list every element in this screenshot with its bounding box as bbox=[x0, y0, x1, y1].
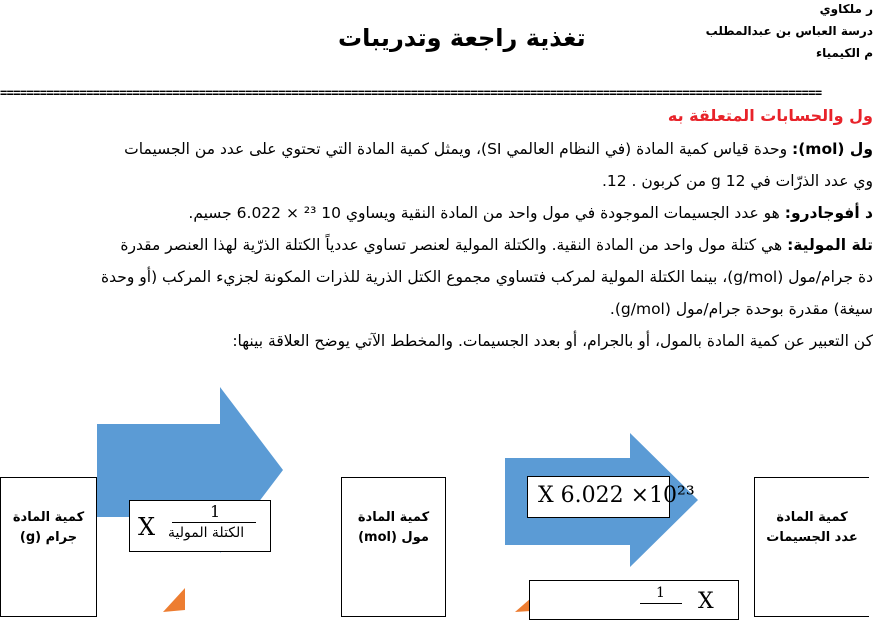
relation-sentence: كن التعبير عن كمية المادة بالمول، أو بالجرام، أو بعدد الجسيمات. والمخطط الآتي يوضح العلاقة بينها: bbox=[232, 332, 873, 350]
arrow-mol-to-grams bbox=[163, 588, 185, 612]
school-name: درسة العباس بن عبدالمطلب bbox=[705, 24, 873, 38]
avogadro-term: د أفوجادرو: bbox=[784, 204, 873, 222]
molar-factor-numerator: 1 bbox=[210, 502, 221, 521]
teacher-name: ر ملكاوي bbox=[819, 2, 873, 16]
avogadro-def-text: هو عدد الجسيمات الموجودة في مول واحد من المادة النقية ويساوي 10 ²³ × 6.022 جسيم. bbox=[188, 204, 780, 222]
box-particles-label-1: كمية المادة bbox=[776, 510, 848, 525]
mole-term: ول (mol): bbox=[792, 140, 873, 158]
box-grams-label-2: جرام (g) bbox=[19, 530, 78, 545]
molar-def-text: هي كتلة مول واحد من المادة النقية. والكتلة المولية لعنصر تساوي عددياً الكتلة الذرّية لهذا العنصر مقدرة bbox=[120, 236, 783, 254]
bottom-factor-box bbox=[529, 580, 739, 620]
molar-mass-line-2: دة جرام/مول (g/mol)، بينما الكتلة المولية لمركب فتساوي مجموع الكتل الذرية للذرات المكونة لجزيء المركب (أو وحدة bbox=[101, 268, 873, 286]
box-mass-grams bbox=[0, 477, 97, 617]
molar-mass-line-3: سيغة) مقدرة بوحدة جرام/مول (g/mol). bbox=[609, 300, 873, 318]
molar-factor-denominator: الكتلة المولية bbox=[168, 525, 245, 541]
bottom-factor-x: X bbox=[698, 589, 714, 614]
molar-mass-factor-box bbox=[129, 500, 271, 552]
subject-name: م الكيمياء bbox=[815, 46, 873, 60]
avogadro-factor-box bbox=[527, 476, 695, 518]
box-mol-label-2: مول (mol) bbox=[358, 530, 429, 545]
box-particles-label-2: عدد الجسيمات bbox=[766, 530, 858, 545]
box-grams-label-1: كمية المادة bbox=[12, 510, 85, 525]
section-title: ول والحسابات المتعلقة به bbox=[667, 106, 873, 125]
box-mol-label-1: كمية المادة bbox=[357, 510, 430, 525]
molar-factor-x: X bbox=[138, 513, 156, 541]
mole-definition-line-2: وي عدد الذرّات في g 12 من كربون . 12. bbox=[601, 172, 873, 190]
avogadro-factor: X 6.022 ×10²³ bbox=[538, 483, 695, 508]
box-particles bbox=[754, 477, 869, 617]
divider-line: ============================================================================================================================ bbox=[0, 86, 822, 100]
page-title: تغذية راجعة وتدريبات bbox=[338, 24, 586, 52]
bottom-factor-numerator: 1 bbox=[656, 585, 665, 601]
box-mass-mol bbox=[341, 477, 446, 617]
mole-def-text: وحدة قياس كمية المادة (في النظام العالمي SI)، ويمثل كمية المادة التي تحتوي على عدد من الجسيمات bbox=[124, 140, 788, 158]
molar-mass-term: تلة المولية: bbox=[787, 236, 873, 254]
bottom-fraction-bar bbox=[640, 603, 682, 604]
fraction-bar bbox=[172, 522, 256, 523]
